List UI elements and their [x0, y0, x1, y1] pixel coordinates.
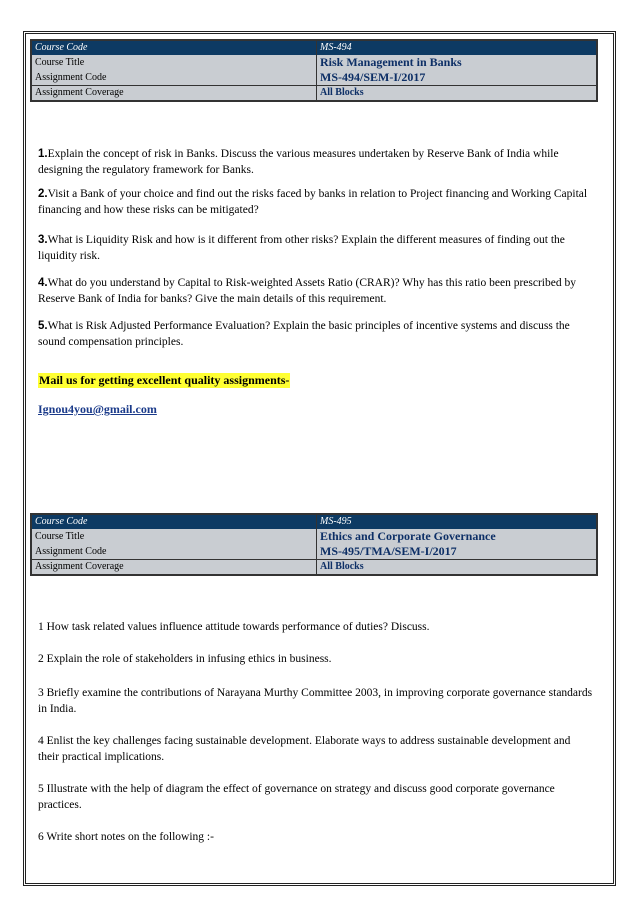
coverage-label: Assignment Coverage [31, 86, 317, 102]
course-code-value: MS-494 [317, 40, 598, 55]
course-code-label: Course Code [31, 40, 317, 55]
question-2-3: 3 Briefly examine the contributions of Narayana Murthy Committee 2003, in improving corporate governance standards in India. [38, 687, 593, 715]
course-info-table-2 [30, 513, 598, 576]
coverage-value: All Blocks [317, 560, 598, 576]
assignment-code-value: MS-495/TMA/SEM-I/2017 [317, 544, 598, 560]
course-code-value: MS-495 [317, 514, 598, 529]
assignment-code-label: Assignment Code [31, 544, 317, 560]
assignment-code-label: Assignment Code [31, 70, 317, 86]
course-title-label: Course Title [31, 55, 317, 70]
course-title-value: Risk Management in Banks [317, 55, 598, 70]
course-info-table-1 [30, 39, 598, 102]
course-title-label: Course Title [31, 529, 317, 544]
question-4: 4.What do you understand by Capital to Risk-weighted Assets Ratio (CRAR)? Why has this ratio been prescribed by Reserve Bank of India for banks? Give the main details of this requirement. [38, 277, 576, 305]
email-link[interactable]: Ignou4you@gmail.com [38, 402, 157, 416]
assignment-code-value: MS-494/SEM-I/2017 [317, 70, 598, 86]
question-2-1: 1 How task related values influence attitude towards performance of duties? Discuss. [38, 621, 430, 633]
mail-callout: Mail us for getting excellent quality assignments- [39, 373, 290, 387]
question-2: 2.Visit a Bank of your choice and find out the risks faced by banks in relation to Project financing and Working Capital financing and how these risks can be mitigated? [38, 188, 588, 216]
coverage-value: All Blocks [317, 86, 598, 102]
course-code-label: Course Code [31, 514, 317, 529]
question-2-4: 4 Enlist the key challenges facing sustainable development. Elaborate ways to address sustainable development and their practical implications. [38, 735, 571, 763]
course-title-value: Ethics and Corporate Governance [317, 529, 598, 544]
question-3: 3.What is Liquidity Risk and how is it different from other risks? Explain the different measures of finding out the liquidity risk. [38, 234, 565, 262]
question-2-5: 5 Illustrate with the help of diagram the effect of governance on strategy and discuss good corporate governance practices. [38, 783, 555, 811]
question-2-6: 6 Write short notes on the following :- [38, 831, 214, 843]
question-2-2: 2 Explain the role of stakeholders in infusing ethics in business. [38, 653, 332, 665]
question-1: 1.Explain the concept of risk in Banks. Discuss the various measures undertaken by Reserve Bank of India while designing the regulatory framework for Banks. [38, 148, 559, 176]
question-5: 5.What is Risk Adjusted Performance Evaluation? Explain the basic principles of incentive systems and discuss the sound compensation principles. [38, 320, 570, 348]
coverage-label: Assignment Coverage [31, 560, 317, 576]
